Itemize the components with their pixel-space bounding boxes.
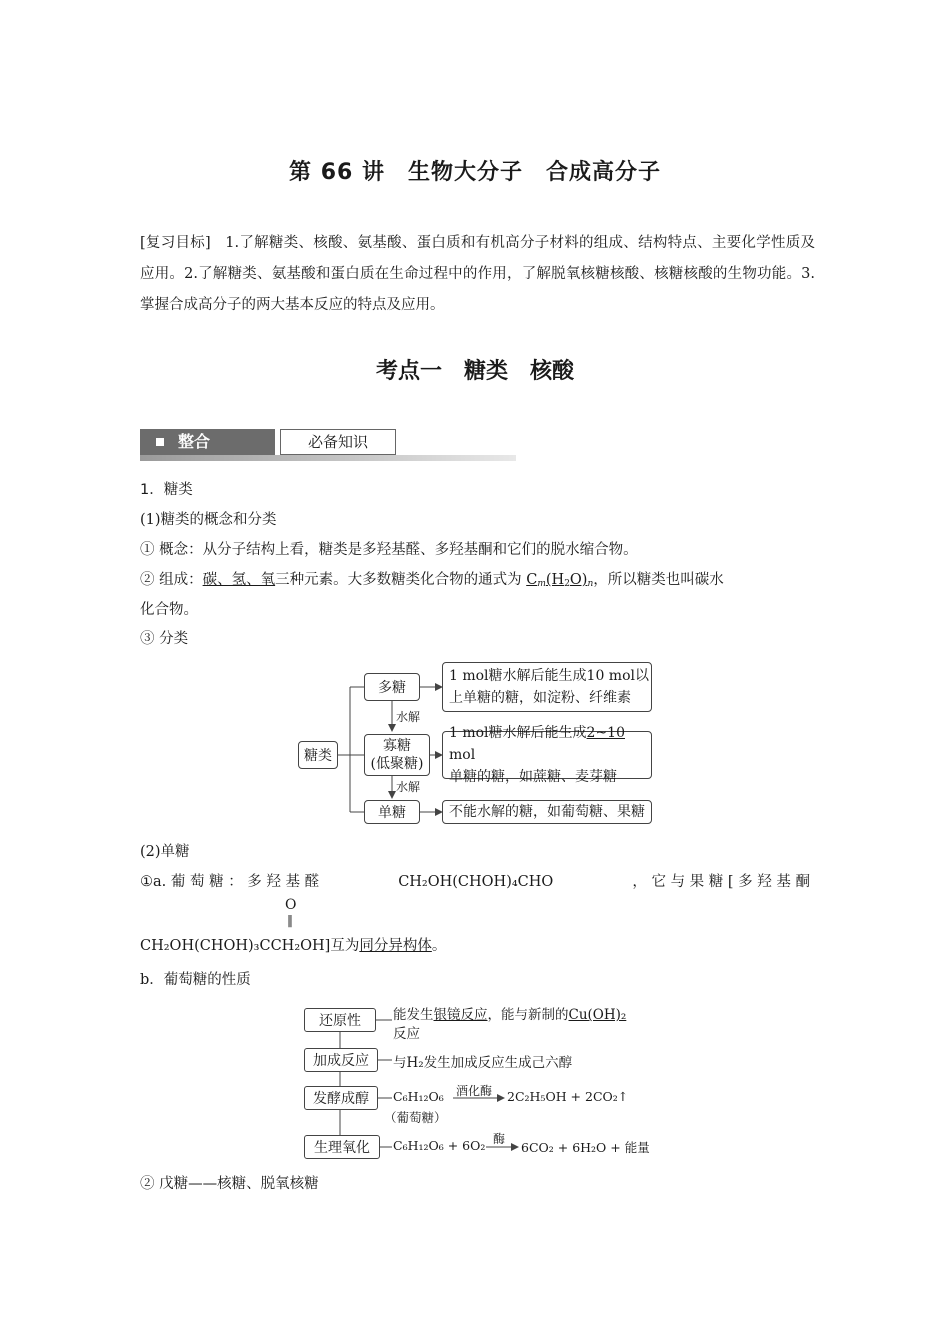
- composition-cont: 化合物。: [140, 602, 198, 618]
- classify-label: ③ 分类: [140, 631, 189, 647]
- objectives-text: 1.了解糖类、核酸、氨基酸、蛋白质和有机高分子材料的组成、结构特点、主要化学性质及应用。2.了解糖类、氨基酸和蛋白质在生命过程中的作用，了解脱氧核糖核酸、核糖核酸的生物功能。3.掌握合成高分子的两大基本反应的特点及应用。: [140, 235, 816, 313]
- oxidation-reactant: C₆H₁₂O₆ + 6O₂: [393, 1138, 486, 1153]
- node-fermentation: 发酵成醇: [304, 1086, 378, 1110]
- ferment-note: （葡萄糖）: [384, 1110, 447, 1125]
- reducing-desc-cont: 反应: [393, 1026, 420, 1042]
- label-hydrolysis-1: 水解: [396, 710, 421, 724]
- banner-rule: [140, 455, 516, 461]
- node-addition: 加成反应: [304, 1048, 378, 1072]
- oxidation-product: 6CO₂ + 6H₂O + 能量: [521, 1140, 650, 1155]
- ferment-reactant: C₆H₁₂O₆: [393, 1089, 444, 1104]
- square-icon: [156, 438, 164, 446]
- glucose-line: ①a. 葡 萄 糖 ： 多 羟 基 醛 CH₂OH(CHOH)₄CHO ， 它 与 果 糖 [ 多 羟 基 酮: [140, 870, 810, 894]
- fructose-line: CH₂OH(CHOH)₃CCH₂OH]互为同分异构体。: [140, 938, 447, 954]
- carbonyl-oxygen: O: [285, 897, 297, 913]
- node-oxidation: 生理氧化: [304, 1135, 380, 1159]
- reducing-desc: 能发生银镜反应，能与新制的Cu(OH)₂: [393, 1007, 627, 1023]
- desc-oligosaccharide: 1 mol糖水解后能生成2~10 mol 单糖的糖，如蔗糖、麦芽糖: [442, 731, 652, 779]
- ferment-catalyst: 酒化酶: [456, 1084, 493, 1098]
- banner-integrate: 整合: [140, 429, 275, 455]
- objectives-label: [复习目标]: [140, 235, 211, 251]
- node-monosaccharide: 单糖: [364, 800, 420, 824]
- node-oligosaccharide: 寡糖 (低聚糖): [364, 734, 430, 776]
- desc-monosaccharide: 不能水解的糖，如葡萄糖、果糖: [442, 800, 652, 824]
- node-polysaccharide: 多糖: [364, 673, 420, 701]
- label-hydrolysis-2: 水解: [396, 780, 421, 794]
- fructose-formula: CH₂OH(CHOH)₃CCH₂OH: [140, 938, 325, 954]
- review-objectives: [140, 228, 815, 321]
- carbonyl-bond: ‖: [287, 913, 293, 927]
- glucose-formula: CH₂OH(CHOH)₄CHO: [398, 874, 554, 890]
- concept-text: ① 概念：从分子结构上看，糖类是多羟基醛、多羟基酮和它们的脱水缩合物。: [140, 542, 638, 558]
- addition-desc: 与H₂发生加成反应生成己六醇: [393, 1055, 573, 1071]
- silver-mirror-answer: 银镜反应: [433, 1007, 488, 1023]
- heading-concept-class: (1)糖类的概念和分类: [140, 512, 277, 528]
- node-reducing: 还原性: [304, 1008, 376, 1032]
- cuoh2-answer: Cu(OH)₂: [568, 1007, 627, 1023]
- pentose-text: ② 戊糖——核糖、脱氧核糖: [140, 1176, 319, 1192]
- node-saccharides: 糖类: [298, 741, 338, 769]
- isomer-answer: 同分异构体: [359, 938, 432, 954]
- section-title: 考点一 糖类 核酸: [375, 359, 574, 384]
- section-banner: [140, 425, 516, 461]
- ferment-product: 2C₂H₅OH + 2CO₂↑: [507, 1089, 629, 1104]
- page-title: 第 66 讲 生物大分子 合成高分子: [289, 160, 661, 185]
- heading-saccharides: 1．糖类: [140, 482, 193, 498]
- oxidation-catalyst: 酶: [493, 1132, 506, 1146]
- banner-knowledge: 必备知识: [280, 429, 396, 455]
- heading-monosaccharide: (2)单糖: [140, 844, 190, 860]
- glucose-props-label: b．葡萄糖的性质: [140, 972, 251, 988]
- saccharide-classification-diagram: [290, 655, 660, 830]
- composition-text: ② 组成：碳、氢、氧三种元素。大多数糖类化合物的通式为 $C_m(H_2O)_n$，所以糖类也叫碳水: [140, 572, 724, 589]
- elements-answer: 碳、氢、氧: [202, 572, 276, 588]
- general-formula: $C_m(H_2O)_n$: [526, 572, 594, 589]
- glucose-properties-diagram: [300, 1000, 660, 1165]
- desc-polysaccharide: 1 mol糖水解后能生成10 mol以 上单糖的糖，如淀粉、纤维素: [442, 662, 652, 712]
